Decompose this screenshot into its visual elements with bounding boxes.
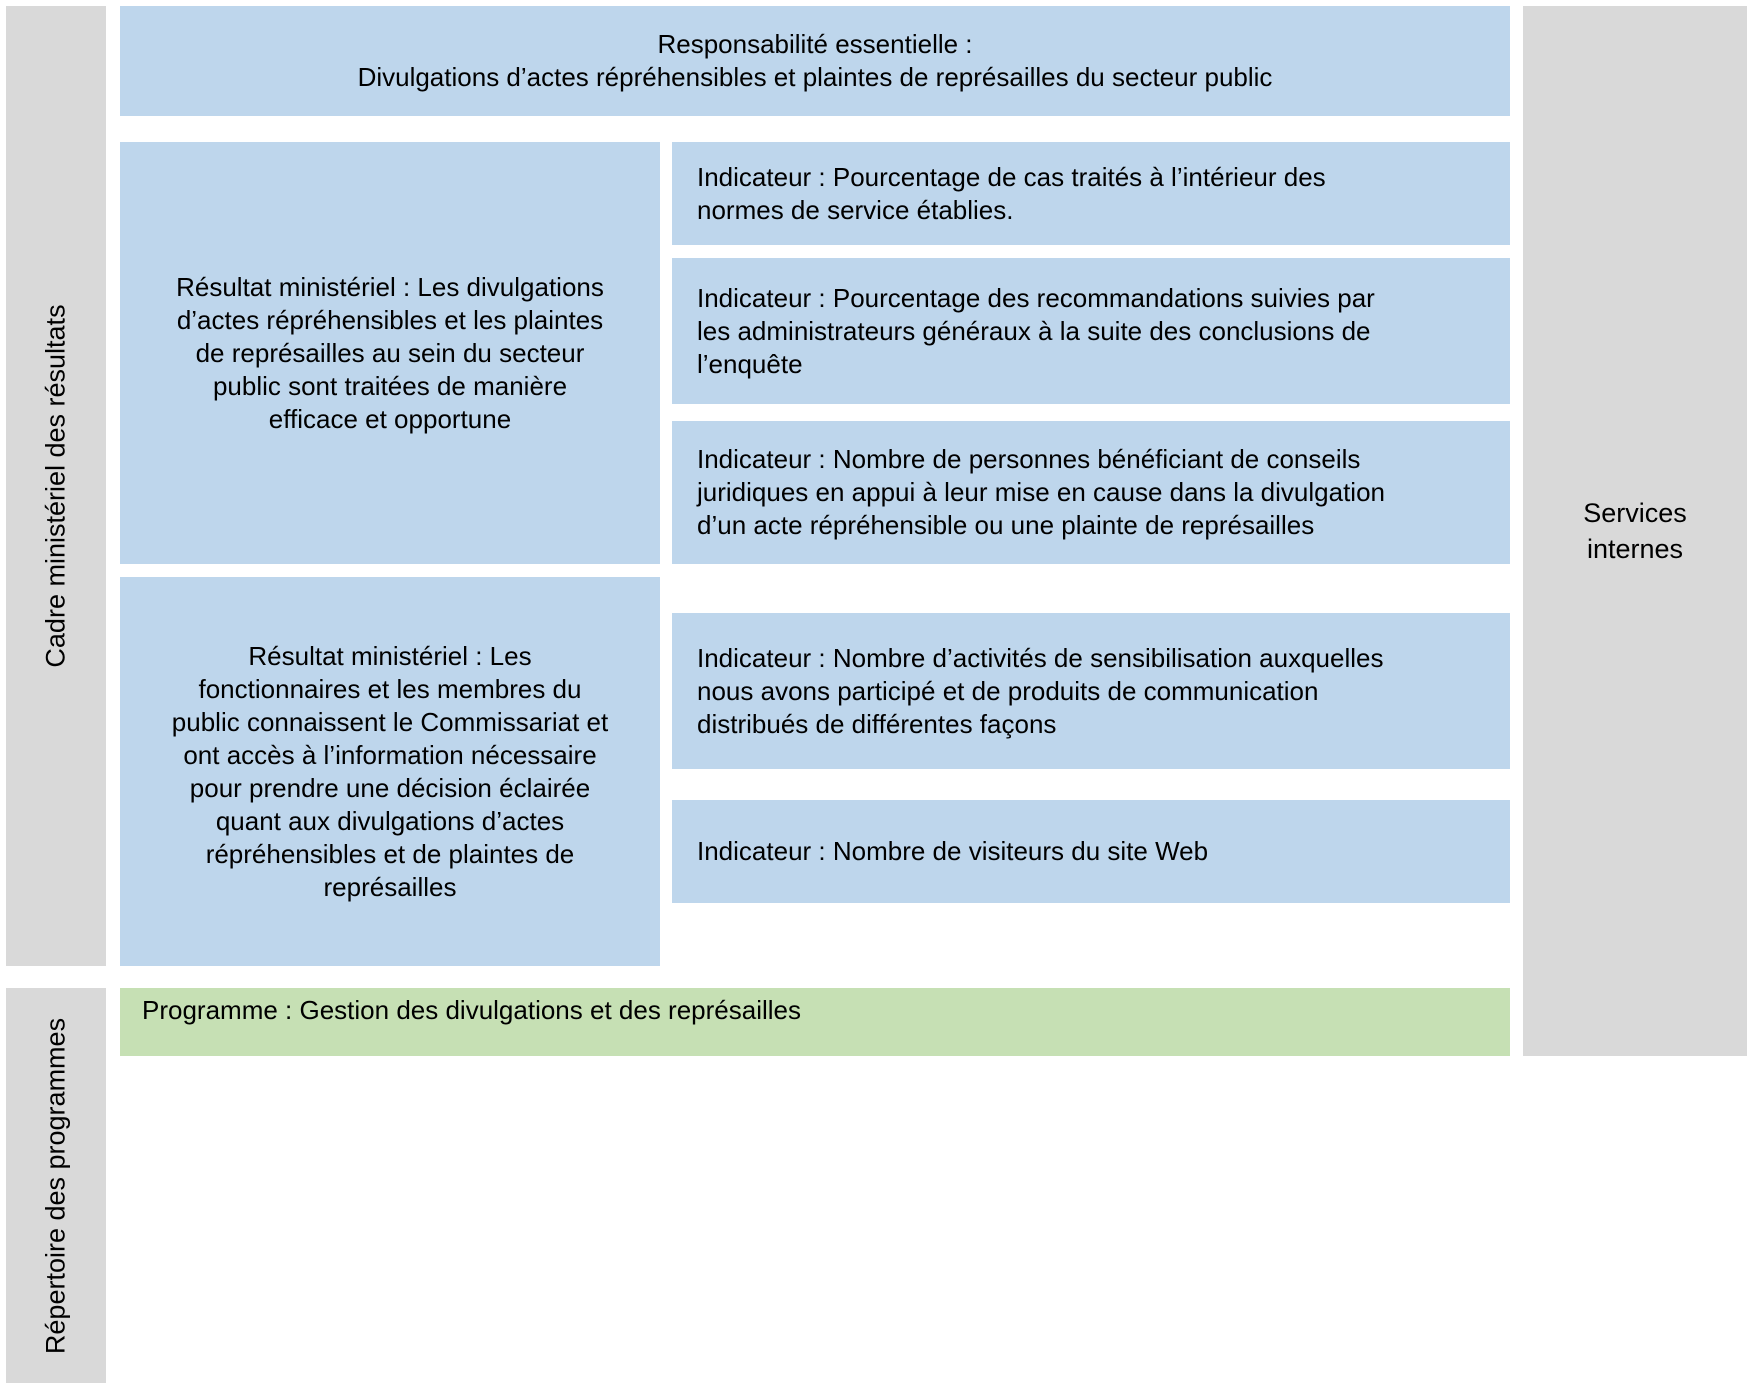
internal-services-line: Services — [1583, 498, 1687, 528]
indicator-line: Indicateur : Nombre de visiteurs du site Web — [697, 836, 1209, 866]
result-1-line: de représailles au sein du secteur — [195, 337, 585, 368]
indicator-line: distribués de différentes façons — [697, 708, 1057, 739]
indicator-line: les administrateurs généraux à la suite des conclusions de — [697, 315, 1371, 346]
result-1-line: d’actes répréhensibles et les plaintes — [176, 304, 604, 335]
result-2-line: quant aux divulgations d’actes — [215, 805, 565, 836]
core-responsibility-title: Responsabilité essentielle : — [657, 29, 973, 59]
result-2-line: public connaissent le Commissariat et — [171, 706, 609, 737]
result-1-line: public sont traitées de manière — [212, 370, 568, 401]
indicator-box — [672, 613, 1510, 769]
result-2-line: fonctionnaires et les membres du — [198, 673, 582, 704]
repertoire-side-panel — [6, 988, 106, 1383]
result-2-line: ont accès à l’information nécessaire — [183, 739, 597, 770]
indicator-line: Indicateur : Nombre d’activités de sensibilisation auxquelles — [697, 642, 1384, 673]
indicator-line: juridiques en appui à leur mise en cause dans la divulgation — [697, 477, 1385, 507]
departmental-result-1 — [120, 142, 660, 564]
indicator-box — [672, 800, 1510, 903]
indicator-line: normes de service établies. — [697, 194, 1014, 225]
core-responsibility-name: Divulgations d’actes répréhensibles et plaintes de représailles du secteur public — [357, 62, 1273, 92]
indicator-line: nous avons participé et de produits de communication — [697, 675, 1319, 706]
indicator-line: Indicateur : Pourcentage de cas traités à l’intérieur des — [697, 161, 1326, 192]
indicator-box — [672, 421, 1510, 564]
program-label: Programme : Gestion des divulgations et des représailles — [142, 995, 801, 1025]
internal-services-line: internes — [1586, 534, 1684, 564]
indicator-line: Indicateur : Nombre de personnes bénéficiant de conseils — [697, 444, 1361, 474]
indicator-line: d’un acte répréhensible ou une plainte de représailles — [697, 510, 1315, 540]
result-2-line: répréhensibles et de plaintes de — [205, 838, 575, 869]
result-2-line: représailles — [323, 871, 457, 902]
result-1-line: efficace et opportune — [268, 403, 512, 434]
indicator-line: Indicateur : Pourcentage des recommandations suivies par — [697, 282, 1375, 313]
result-1-line: Résultat ministériel : Les divulgations — [176, 271, 604, 302]
program-box — [120, 988, 1510, 1056]
indicator-box — [672, 142, 1510, 245]
core-responsibility-box — [120, 6, 1510, 116]
cadre-side-label: Cadre ministériel des résultats — [40, 304, 71, 668]
result-2-line: Résultat ministériel : Les — [248, 640, 532, 671]
repertoire-side-label: Répertoire des programmes — [40, 1017, 71, 1354]
indicator-box — [672, 258, 1510, 404]
internal-services-box — [1523, 6, 1747, 1056]
result-2-line: pour prendre une décision éclairée — [189, 772, 591, 803]
indicator-line: l’enquête — [697, 348, 803, 379]
cadre-side-panel — [6, 6, 106, 966]
departmental-result-2 — [120, 577, 660, 966]
